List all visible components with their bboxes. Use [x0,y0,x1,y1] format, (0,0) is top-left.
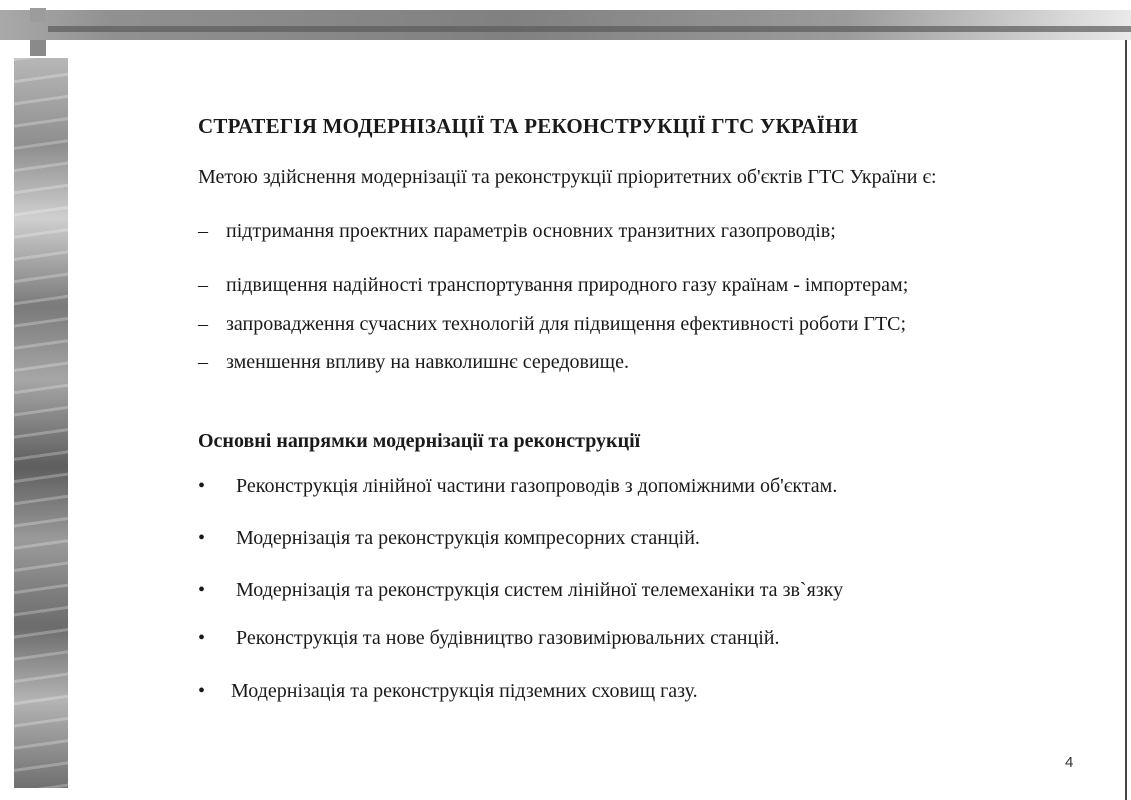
goal-item [198,220,836,243]
direction-text: Реконструкція та нове будівництво газовимірювальних станцій. [236,627,780,649]
page-title: СТРАТЕГІЯ МОДЕРНІЗАЦІЇ ТА РЕКОНСТРУКЦІЇ ГТС УКРАЇНИ [198,114,859,138]
bullet-marker: • [198,475,206,497]
goal-item [198,274,908,297]
direction-item [198,527,700,550]
direction-item [198,475,837,498]
side-pipeline-photo [14,58,68,788]
goal-text: підвищення надійності транспортування природного газу країнам - імпортерам; [226,274,909,296]
goal-text: підтримання проектних параметрів основних транзитних газопроводів; [226,220,836,242]
direction-text: Модернізація та реконструкція компресорних станцій. [236,527,700,549]
bullet-marker: • [198,680,206,702]
right-border-line [1125,40,1127,800]
direction-text: Реконструкція лінійної частини газопроводів з допоміжними об'єктам. [236,475,838,497]
page-number: 4 [1065,754,1074,771]
bullet-marker: • [198,579,206,601]
intro-paragraph: Метою здійснення модернізації та реконструкції пріоритетних об'єктів ГТС України є: [198,166,937,188]
goal-item [198,351,629,374]
direction-text: Модернізація та реконструкція систем лінійної телемеханіки та зв`язку [236,579,844,601]
header-decorative-line [48,26,1131,32]
direction-text: Модернізація та реконструкція підземних сховищ газу. [231,680,698,702]
direction-item [198,680,698,703]
header-decorative-bar [0,10,1131,40]
goal-text: запровадження сучасних технологій для підвищення ефективності роботи ГТС; [226,313,907,335]
direction-item [198,579,843,602]
dash-marker: – [198,274,208,296]
directions-heading: Основні напрямки модернізації та реконструкції [198,430,641,452]
corner-decorative-square-top [30,8,46,22]
dash-marker: – [198,220,208,242]
dash-marker: – [198,351,208,373]
bullet-marker: • [198,627,206,649]
dash-marker: – [198,313,208,335]
corner-decorative-square [30,40,46,56]
bullet-marker: • [198,527,206,549]
goal-text: зменшення впливу на навколишнє середовище. [226,351,629,373]
goal-item [198,313,906,336]
direction-item [198,627,779,650]
